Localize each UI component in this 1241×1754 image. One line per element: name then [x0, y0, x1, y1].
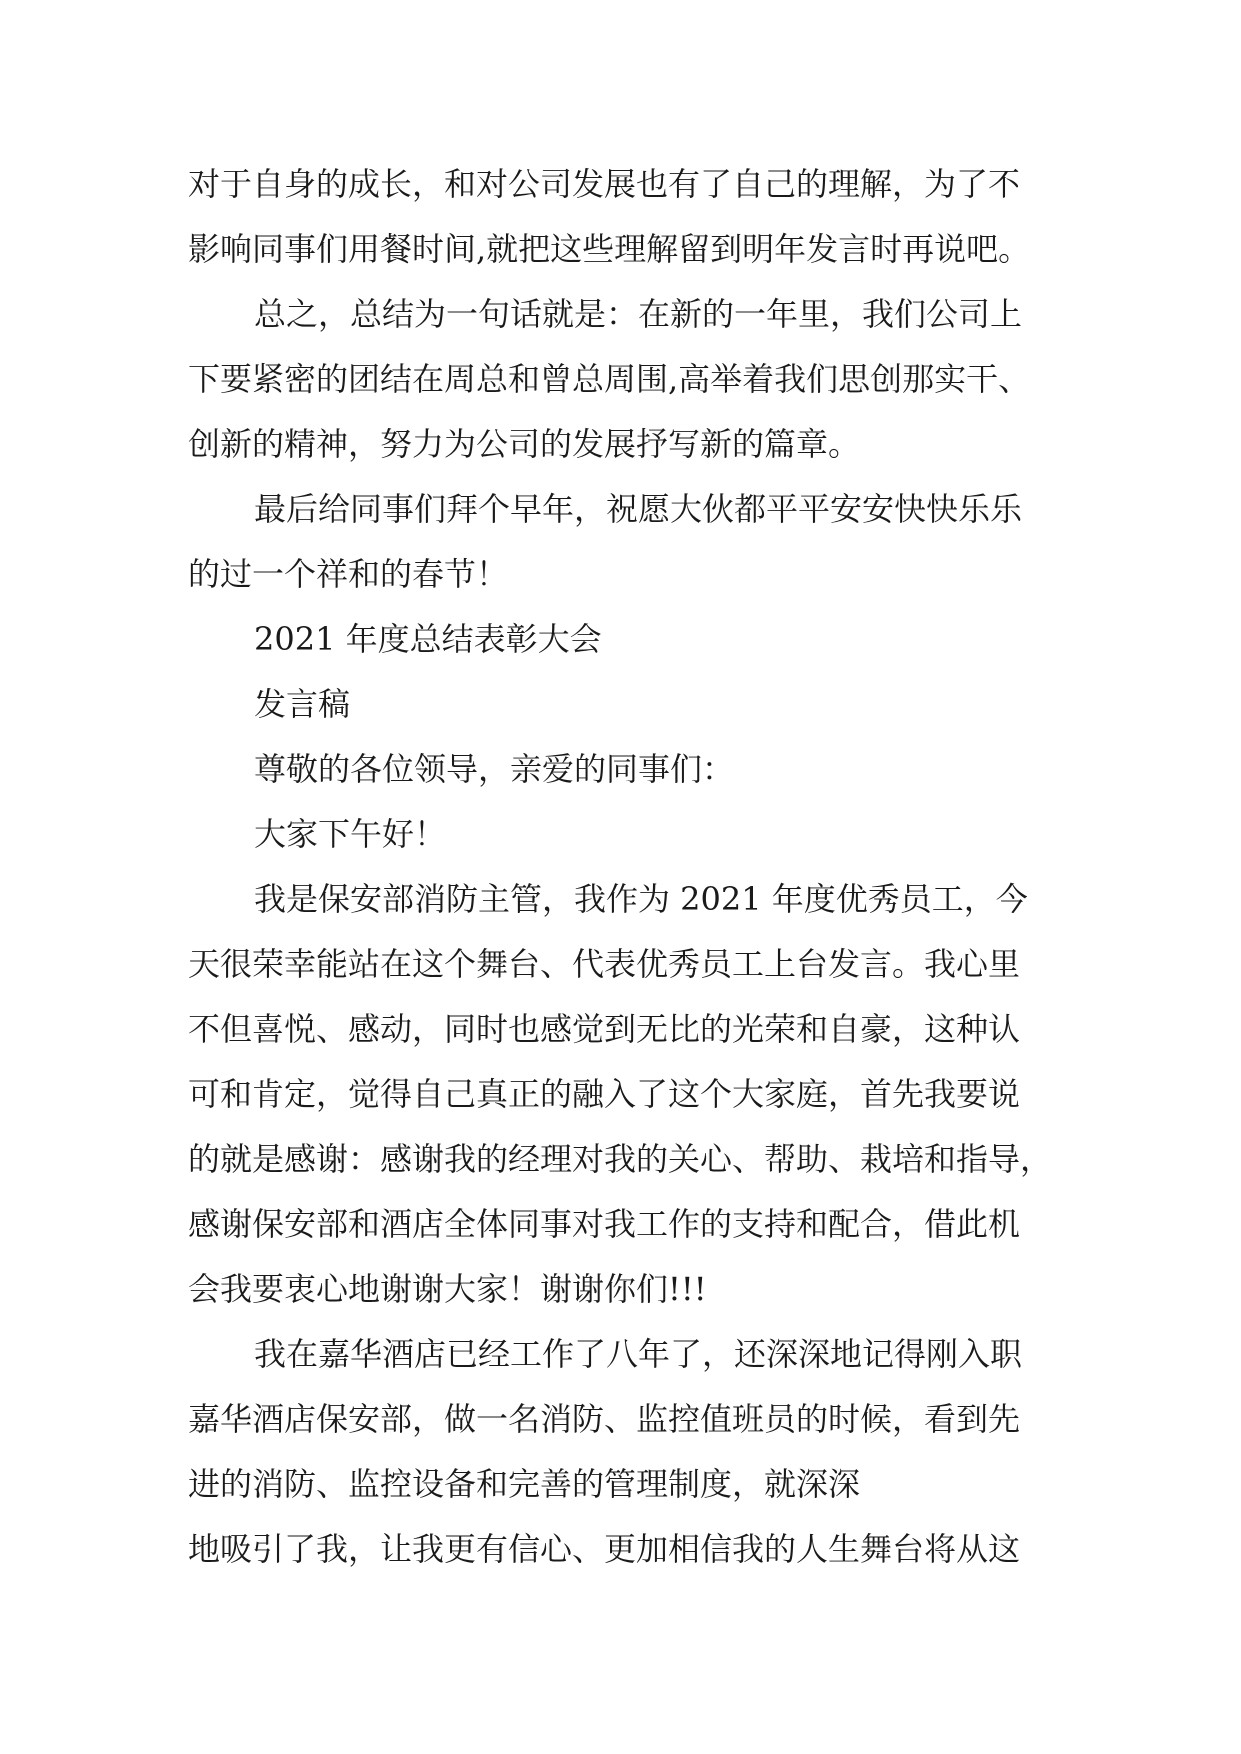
text-line: 我是保安部消防主管，我作为 2021 年度优秀员工，今 — [254, 880, 1028, 918]
text-line: 天很荣幸能站在这个舞台、代表优秀员工上台发言。我心里 — [188, 945, 1021, 983]
text-line: 可和肯定，觉得自己真正的融入了这个大家庭，首先我要说 — [188, 1075, 1021, 1113]
text-line: 最后给同事们拜个早年，祝愿大伙都平平安安快快乐乐 — [254, 490, 1023, 528]
text-line: 影响同事们用餐时间,就把这些理解留到明年发言时再说吧。 — [188, 230, 1031, 268]
text-line: 嘉华酒店保安部，做一名消防、监控值班员的时候，看到先 — [188, 1400, 1021, 1438]
text-line: 感谢保安部和酒店全体同事对我工作的支持和配合，借此机 — [188, 1205, 1021, 1243]
text-line: 我在嘉华酒店已经工作了八年了，还深深地记得刚入职 — [254, 1335, 1023, 1373]
text-line: 尊敬的各位领导，亲爱的同事们： — [254, 750, 735, 788]
text-line: 的就是感谢：感谢我的经理对我的关心、帮助、栽培和指导， — [188, 1140, 1053, 1178]
text-line: 对于自身的成长，和对公司发展也有了自己的理解，为了不 — [188, 165, 1021, 203]
text-line: 发言稿 — [254, 685, 351, 723]
text-line: 创新的精神，努力为公司的发展抒写新的篇章。 — [188, 425, 861, 463]
text-line: 不但喜悦、感动，同时也感觉到无比的光荣和自豪，这种认 — [188, 1010, 1021, 1048]
text-line: 下要紧密的团结在周总和曾总周围,高举着我们思创那实干、 — [188, 360, 1031, 398]
text-line: 2021 年度总结表彰大会 — [254, 620, 602, 658]
text-line: 总之，总结为一句话就是：在新的一年里，我们公司上 — [254, 295, 1023, 333]
text-line: 地吸引了我，让我更有信心、更加相信我的人生舞台将从这 — [188, 1530, 1021, 1568]
text-line: 进的消防、监控设备和完善的管理制度，就深深 — [188, 1465, 861, 1503]
text-line: 大家下午好！ — [254, 815, 447, 853]
text-line: 会我要衷心地谢谢大家！谢谢你们!!! — [188, 1270, 707, 1308]
text-line: 的过一个祥和的春节！ — [188, 555, 509, 593]
